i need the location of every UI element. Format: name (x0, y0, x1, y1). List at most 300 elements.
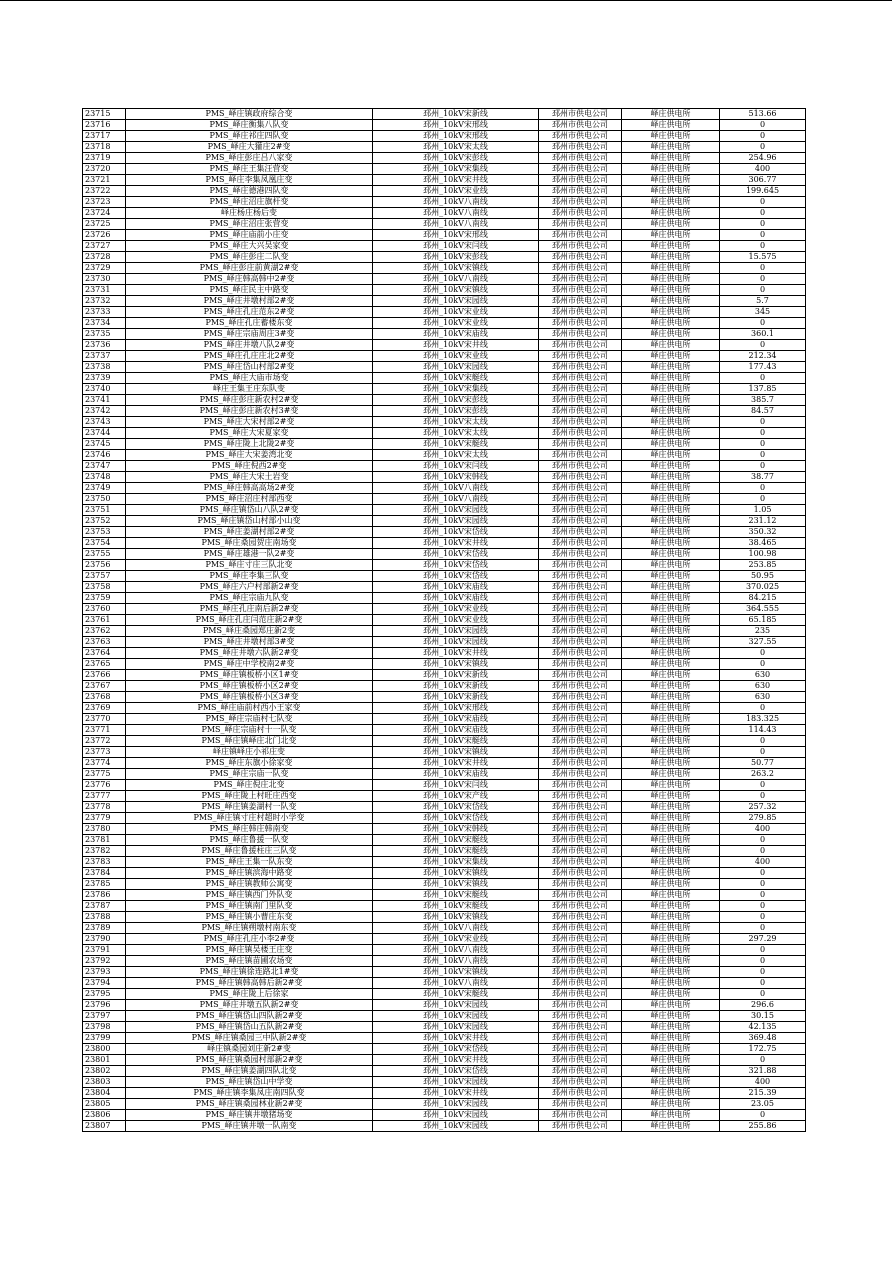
value-cell: 0 (720, 868, 806, 879)
company-cell: 邳州市供电公司 (539, 714, 622, 725)
value-cell: 364.555 (720, 604, 806, 615)
value-cell: 400 (720, 1077, 806, 1088)
row-id-cell: 23739 (83, 373, 126, 384)
station-cell: 峄庄供电所 (622, 241, 720, 252)
company-cell: 邳州市供电公司 (539, 505, 622, 516)
transformer-name-cell: PMS_峄庄镇峄庄北门北变 (126, 736, 373, 747)
value-cell: 199.645 (720, 186, 806, 197)
table-row (83, 494, 806, 505)
table-row (83, 813, 806, 824)
feeder-line-cell: 邳州_10kV宋岱线 (373, 560, 539, 571)
station-cell: 峄庄供电所 (622, 582, 720, 593)
feeder-line-cell: 邳州_10kV宋镇线 (373, 263, 539, 274)
feeder-line-cell: 邳州_10kV八南线 (373, 197, 539, 208)
transformer-name-cell: PMS_峄庄镇姜湖村一队变 (126, 802, 373, 813)
feeder-line-cell: 邳州_10kV宋镇线 (373, 879, 539, 890)
table-row (83, 758, 806, 769)
company-cell: 邳州市供电公司 (539, 494, 622, 505)
table-row (83, 846, 806, 857)
company-cell: 邳州市供电公司 (539, 1022, 622, 1033)
row-id-cell: 23762 (83, 626, 126, 637)
station-cell: 峄庄供电所 (622, 340, 720, 351)
value-cell: 400 (720, 857, 806, 868)
value-cell: 0 (720, 318, 806, 329)
table-row (83, 714, 806, 725)
station-cell: 峄庄供电所 (622, 725, 720, 736)
value-cell: 137.85 (720, 384, 806, 395)
feeder-line-cell: 邳州_10kV宋邢线 (373, 120, 539, 131)
value-cell: 306.77 (720, 175, 806, 186)
row-id-cell: 23753 (83, 527, 126, 538)
value-cell: 0 (720, 923, 806, 934)
value-cell: 0 (720, 945, 806, 956)
feeder-line-cell: 邳州_10kV宋园线 (373, 1099, 539, 1110)
company-cell: 邳州市供电公司 (539, 747, 622, 758)
row-id-cell: 23763 (83, 637, 126, 648)
table-row (83, 219, 806, 230)
station-cell: 峄庄供电所 (622, 219, 720, 230)
company-cell: 邳州市供电公司 (539, 780, 622, 791)
station-cell: 峄庄供电所 (622, 736, 720, 747)
company-cell: 邳州市供电公司 (539, 582, 622, 593)
station-cell: 峄庄供电所 (622, 758, 720, 769)
company-cell: 邳州市供电公司 (539, 648, 622, 659)
transformer-name-cell: 峄庄杨庄杨后变 (126, 208, 373, 219)
row-id-cell: 23722 (83, 186, 126, 197)
value-cell: 0 (720, 978, 806, 989)
value-cell: 50.77 (720, 758, 806, 769)
table-row (83, 153, 806, 164)
company-cell: 邳州市供电公司 (539, 472, 622, 483)
station-cell: 峄庄供电所 (622, 868, 720, 879)
transformer-name-cell: PMS_峄庄彭庄新农村3#变 (126, 406, 373, 417)
table-row (83, 736, 806, 747)
transformer-name-cell: PMS_峄庄镇桑园村部新2#变 (126, 1055, 373, 1066)
row-id-cell: 23797 (83, 1011, 126, 1022)
value-cell: 0 (720, 428, 806, 439)
station-cell: 峄庄供电所 (622, 1033, 720, 1044)
transformer-name-cell: PMS_峄庄镇李集凤庄南四队变 (126, 1088, 373, 1099)
row-id-cell: 23765 (83, 659, 126, 670)
row-id-cell: 23719 (83, 153, 126, 164)
feeder-line-cell: 邳州_10kV宋艇线 (373, 439, 539, 450)
value-cell: 630 (720, 681, 806, 692)
table-row (83, 307, 806, 318)
station-cell: 峄庄供电所 (622, 1110, 720, 1121)
company-cell: 邳州市供电公司 (539, 417, 622, 428)
transformer-name-cell: PMS_峄庄镇吴楼王庄变 (126, 945, 373, 956)
value-cell: 23.05 (720, 1099, 806, 1110)
feeder-line-cell: 邳州_10kV宋艇线 (373, 736, 539, 747)
station-cell: 峄庄供电所 (622, 846, 720, 857)
feeder-line-cell: 邳州_10kV宋业线 (373, 186, 539, 197)
feeder-line-cell: 邳州_10kV宋井线 (373, 1055, 539, 1066)
company-cell: 邳州市供电公司 (539, 978, 622, 989)
value-cell: 0 (720, 956, 806, 967)
row-id-cell: 23733 (83, 307, 126, 318)
company-cell: 邳州市供电公司 (539, 846, 622, 857)
value-cell: 0 (720, 659, 806, 670)
station-cell: 峄庄供电所 (622, 637, 720, 648)
table-row (83, 769, 806, 780)
feeder-line-cell: 邳州_10kV宋岱线 (373, 802, 539, 813)
transformer-name-cell: PMS_峄庄宗庙九队变 (126, 593, 373, 604)
company-cell: 邳州市供电公司 (539, 175, 622, 186)
value-cell: 0 (720, 1055, 806, 1066)
station-cell: 峄庄供电所 (622, 890, 720, 901)
company-cell: 邳州市供电公司 (539, 109, 622, 120)
table-row (83, 549, 806, 560)
station-cell: 峄庄供电所 (622, 670, 720, 681)
table-body (83, 109, 806, 1132)
row-id-cell: 23735 (83, 329, 126, 340)
station-cell: 峄庄供电所 (622, 329, 720, 340)
transformer-name-cell: PMS_峄庄镇岱山四队新2#变 (126, 1011, 373, 1022)
company-cell: 邳州市供电公司 (539, 758, 622, 769)
transformer-name-cell: PMS_峄庄镇岱山中学变 (126, 1077, 373, 1088)
transformer-name-cell: PMS_峄庄孔庄蓄楼东变 (126, 318, 373, 329)
transformer-name-cell: PMS_峄庄姜湖村部2#变 (126, 527, 373, 538)
feeder-line-cell: 邳州_10kV宋庙线 (373, 769, 539, 780)
row-id-cell: 23790 (83, 934, 126, 945)
transformer-name-cell: 峄庄镇峄庄小祁庄变 (126, 747, 373, 758)
row-id-cell: 23806 (83, 1110, 126, 1121)
station-cell: 峄庄供电所 (622, 296, 720, 307)
transformer-name-cell: PMS_峄庄宗庙一队变 (126, 769, 373, 780)
station-cell: 峄庄供电所 (622, 615, 720, 626)
value-cell: 0 (720, 901, 806, 912)
value-cell: 0 (720, 890, 806, 901)
feeder-line-cell: 邳州_10kV宋庙线 (373, 714, 539, 725)
company-cell: 邳州市供电公司 (539, 1088, 622, 1099)
table-row (83, 593, 806, 604)
feeder-line-cell: 邳州_10kV宋彭线 (373, 153, 539, 164)
row-id-cell: 23725 (83, 219, 126, 230)
feeder-line-cell: 邳州_10kV宋艇线 (373, 901, 539, 912)
transformer-name-cell: PMS_峄庄井墩村部3#变 (126, 637, 373, 648)
table-row (83, 516, 806, 527)
row-id-cell: 23729 (83, 263, 126, 274)
value-cell: 50.95 (720, 571, 806, 582)
row-id-cell: 23736 (83, 340, 126, 351)
transformer-name-cell: PMS_峄庄镇桑园三中队新2#变 (126, 1033, 373, 1044)
row-id-cell: 23720 (83, 164, 126, 175)
transformer-name-cell: PMS_峄庄雄港一队2#变 (126, 549, 373, 560)
row-id-cell: 23747 (83, 461, 126, 472)
feeder-line-cell: 邳州_10kV宋太线 (373, 450, 539, 461)
row-id-cell: 23732 (83, 296, 126, 307)
row-id-cell: 23766 (83, 670, 126, 681)
transformer-name-cell: PMS_峄庄王集一队东变 (126, 857, 373, 868)
feeder-line-cell: 邳州_10kV宋闫线 (373, 780, 539, 791)
company-cell: 邳州市供电公司 (539, 736, 622, 747)
feeder-line-cell: 邳州_10kV宋井线 (373, 538, 539, 549)
value-cell: 321.88 (720, 1066, 806, 1077)
table-row (83, 384, 806, 395)
station-cell: 峄庄供电所 (622, 417, 720, 428)
transformer-name-cell: PMS_峄庄镇滨海中路变 (126, 868, 373, 879)
station-cell: 峄庄供电所 (622, 439, 720, 450)
company-cell: 邳州市供电公司 (539, 725, 622, 736)
station-cell: 峄庄供电所 (622, 780, 720, 791)
row-id-cell: 23758 (83, 582, 126, 593)
row-id-cell: 23760 (83, 604, 126, 615)
value-cell: 279.85 (720, 813, 806, 824)
station-cell: 峄庄供电所 (622, 538, 720, 549)
company-cell: 邳州市供电公司 (539, 945, 622, 956)
transformer-name-cell: PMS_峄庄孔庄小李2#变 (126, 934, 373, 945)
table-row (83, 802, 806, 813)
transformer-name-cell: PMS_峄庄庙前村西小王家变 (126, 703, 373, 714)
feeder-line-cell: 邳州_10kV宋岱线 (373, 1066, 539, 1077)
value-cell: 0 (720, 879, 806, 890)
transformer-name-cell: PMS_峄庄镇小曹庄东变 (126, 912, 373, 923)
station-cell: 峄庄供电所 (622, 1077, 720, 1088)
transformer-name-cell: PMS_峄庄镇朔墩村南东变 (126, 923, 373, 934)
row-id-cell: 23804 (83, 1088, 126, 1099)
value-cell: 513.66 (720, 109, 806, 120)
company-cell: 邳州市供电公司 (539, 219, 622, 230)
feeder-line-cell: 邳州_10kV宋新线 (373, 681, 539, 692)
transformer-name-cell: PMS_峄庄沼庄村部西变 (126, 494, 373, 505)
value-cell: 257.32 (720, 802, 806, 813)
value-cell: 0 (720, 285, 806, 296)
company-cell: 邳州市供电公司 (539, 967, 622, 978)
row-id-cell: 23724 (83, 208, 126, 219)
row-id-cell: 23740 (83, 384, 126, 395)
value-cell: 263.2 (720, 769, 806, 780)
transformer-name-cell: PMS_峄庄祁庄四队变 (126, 131, 373, 142)
table-row (83, 1033, 806, 1044)
value-cell: 253.85 (720, 560, 806, 571)
transformer-name-cell: PMS_峄庄孔庄闫范庄新2#变 (126, 615, 373, 626)
row-id-cell: 23781 (83, 835, 126, 846)
station-cell: 峄庄供电所 (622, 648, 720, 659)
transformer-name-cell: 峄庄镇桑园刘庄新2#变 (126, 1044, 373, 1055)
transformer-name-cell: PMS_峄庄镇政府综合变 (126, 109, 373, 120)
table-row (83, 406, 806, 417)
feeder-line-cell: 邳州_10kV宋艇线 (373, 846, 539, 857)
table-row (83, 857, 806, 868)
transformer-name-cell: PMS_峄庄孔庄范东2#变 (126, 307, 373, 318)
value-cell: 114.43 (720, 725, 806, 736)
value-cell: 15.575 (720, 252, 806, 263)
feeder-line-cell: 邳州_10kV宋集线 (373, 384, 539, 395)
company-cell: 邳州市供电公司 (539, 934, 622, 945)
company-cell: 邳州市供电公司 (539, 901, 622, 912)
row-id-cell: 23761 (83, 615, 126, 626)
table-row (83, 835, 806, 846)
company-cell: 邳州市供电公司 (539, 186, 622, 197)
feeder-line-cell: 邳州_10kV宋艇线 (373, 373, 539, 384)
company-cell: 邳州市供电公司 (539, 1099, 622, 1110)
table-row (83, 791, 806, 802)
row-id-cell: 23730 (83, 274, 126, 285)
transformer-name-cell: 峄庄王集王庄东队变 (126, 384, 373, 395)
row-id-cell: 23767 (83, 681, 126, 692)
table-row (83, 131, 806, 142)
table-row (83, 923, 806, 934)
row-id-cell: 23745 (83, 439, 126, 450)
table-row (83, 1088, 806, 1099)
feeder-line-cell: 邳州_10kV宋园线 (373, 1011, 539, 1022)
company-cell: 邳州市供电公司 (539, 285, 622, 296)
transformer-name-cell: PMS_峄庄韩庄韩南变 (126, 824, 373, 835)
table-row (83, 1055, 806, 1066)
table-row (83, 615, 806, 626)
company-cell: 邳州市供电公司 (539, 769, 622, 780)
company-cell: 邳州市供电公司 (539, 868, 622, 879)
value-cell: 400 (720, 164, 806, 175)
feeder-line-cell: 邳州_10kV宋业线 (373, 604, 539, 615)
row-id-cell: 23778 (83, 802, 126, 813)
station-cell: 峄庄供电所 (622, 692, 720, 703)
table-row (83, 186, 806, 197)
row-id-cell: 23787 (83, 901, 126, 912)
transformer-name-cell: PMS_峄庄镇徐连路北1#变 (126, 967, 373, 978)
value-cell: 0 (720, 780, 806, 791)
company-cell: 邳州市供电公司 (539, 1121, 622, 1132)
table-row (83, 1121, 806, 1132)
row-id-cell: 23771 (83, 725, 126, 736)
table-row (83, 208, 806, 219)
feeder-line-cell: 邳州_10kV宋集线 (373, 164, 539, 175)
table-row (83, 340, 806, 351)
station-cell: 峄庄供电所 (622, 560, 720, 571)
row-id-cell: 23716 (83, 120, 126, 131)
company-cell: 邳州市供电公司 (539, 824, 622, 835)
row-id-cell: 23718 (83, 142, 126, 153)
feeder-line-cell: 邳州_10kV八南线 (373, 219, 539, 230)
transformer-name-cell: PMS_峄庄镇岱山五队新2#变 (126, 1022, 373, 1033)
row-id-cell: 23789 (83, 923, 126, 934)
feeder-line-cell: 邳州_10kV宋庙线 (373, 329, 539, 340)
table-row (83, 956, 806, 967)
row-id-cell: 23783 (83, 857, 126, 868)
company-cell: 邳州市供电公司 (539, 120, 622, 131)
transformer-name-cell: PMS_峄庄民主中路变 (126, 285, 373, 296)
feeder-line-cell: 邳州_10kV宋井线 (373, 648, 539, 659)
company-cell: 邳州市供电公司 (539, 296, 622, 307)
feeder-line-cell: 邳州_10kV八南线 (373, 483, 539, 494)
row-id-cell: 23717 (83, 131, 126, 142)
transformer-name-cell: PMS_峄庄大宋土岩变 (126, 472, 373, 483)
row-id-cell: 23801 (83, 1055, 126, 1066)
feeder-line-cell: 邳州_10kV宋园线 (373, 1121, 539, 1132)
table-row (83, 505, 806, 516)
company-cell: 邳州市供电公司 (539, 1011, 622, 1022)
feeder-line-cell: 邳州_10kV宋井线 (373, 758, 539, 769)
feeder-line-cell: 邳州_10kV宋新线 (373, 109, 539, 120)
station-cell: 峄庄供电所 (622, 197, 720, 208)
station-cell: 峄庄供电所 (622, 1044, 720, 1055)
company-cell: 邳州市供电公司 (539, 681, 622, 692)
transformer-name-cell: PMS_峄庄沼庄张营变 (126, 219, 373, 230)
row-id-cell: 23744 (83, 428, 126, 439)
feeder-line-cell: 邳州_10kV宋业线 (373, 318, 539, 329)
station-cell: 峄庄供电所 (622, 626, 720, 637)
table-row (83, 164, 806, 175)
table-row (83, 252, 806, 263)
station-cell: 峄庄供电所 (622, 274, 720, 285)
value-cell: 84.57 (720, 406, 806, 417)
row-id-cell: 23799 (83, 1033, 126, 1044)
table-row (83, 472, 806, 483)
table-row (83, 1099, 806, 1110)
feeder-line-cell: 邳州_10kV宋庙线 (373, 582, 539, 593)
table-row (83, 901, 806, 912)
feeder-line-cell: 邳州_10kV八南线 (373, 956, 539, 967)
feeder-line-cell: 邳州_10kV宋园线 (373, 516, 539, 527)
table-row (83, 989, 806, 1000)
value-cell: 630 (720, 692, 806, 703)
value-cell: 1.05 (720, 505, 806, 516)
table-row (83, 351, 806, 362)
table-row (83, 824, 806, 835)
value-cell: 370.025 (720, 582, 806, 593)
value-cell: 327.55 (720, 637, 806, 648)
station-cell: 峄庄供电所 (622, 571, 720, 582)
company-cell: 邳州市供电公司 (539, 340, 622, 351)
company-cell: 邳州市供电公司 (539, 230, 622, 241)
transformer-name-cell: PMS_峄庄寸庄三队北变 (126, 560, 373, 571)
station-cell: 峄庄供电所 (622, 923, 720, 934)
table-row (83, 659, 806, 670)
station-cell: 峄庄供电所 (622, 131, 720, 142)
company-cell: 邳州市供电公司 (539, 1110, 622, 1121)
transformer-name-cell: PMS_峄庄陇上村旺庄西变 (126, 791, 373, 802)
table-row (83, 538, 806, 549)
value-cell: 360.1 (720, 329, 806, 340)
company-cell: 邳州市供电公司 (539, 912, 622, 923)
company-cell: 邳州市供电公司 (539, 450, 622, 461)
station-cell: 峄庄供电所 (622, 527, 720, 538)
table-row (83, 417, 806, 428)
company-cell: 邳州市供电公司 (539, 351, 622, 362)
table-row (83, 527, 806, 538)
feeder-line-cell: 邳州_10kV宋井线 (373, 340, 539, 351)
row-id-cell: 23779 (83, 813, 126, 824)
value-cell: 0 (720, 274, 806, 285)
row-id-cell: 23743 (83, 417, 126, 428)
row-id-cell: 23786 (83, 890, 126, 901)
row-id-cell: 23727 (83, 241, 126, 252)
transformer-name-cell: PMS_峄庄大庙市场变 (126, 373, 373, 384)
feeder-line-cell: 邳州_10kV宋业线 (373, 351, 539, 362)
company-cell: 邳州市供电公司 (539, 571, 622, 582)
table-row (83, 439, 806, 450)
transformer-name-cell: PMS_峄庄镇井墩猪场变 (126, 1110, 373, 1121)
value-cell: 231.12 (720, 516, 806, 527)
station-cell: 峄庄供电所 (622, 1066, 720, 1077)
value-cell: 0 (720, 967, 806, 978)
transformer-name-cell: PMS_峄庄衡集八队变 (126, 120, 373, 131)
table-row (83, 934, 806, 945)
company-cell: 邳州市供电公司 (539, 1066, 622, 1077)
row-id-cell: 23731 (83, 285, 126, 296)
transformer-name-cell: PMS_峄庄井墩村部2#变 (126, 296, 373, 307)
transformer-name-cell: PMS_峄庄大宋姜湾北变 (126, 450, 373, 461)
table-row (83, 120, 806, 131)
table-row (83, 890, 806, 901)
transformer-name-cell: PMS_峄庄鲁援柱庄三队变 (126, 846, 373, 857)
row-id-cell: 23748 (83, 472, 126, 483)
value-cell: 350.32 (720, 527, 806, 538)
table-row (83, 725, 806, 736)
company-cell: 邳州市供电公司 (539, 406, 622, 417)
feeder-line-cell: 邳州_10kV宋园线 (373, 296, 539, 307)
value-cell: 254.96 (720, 153, 806, 164)
